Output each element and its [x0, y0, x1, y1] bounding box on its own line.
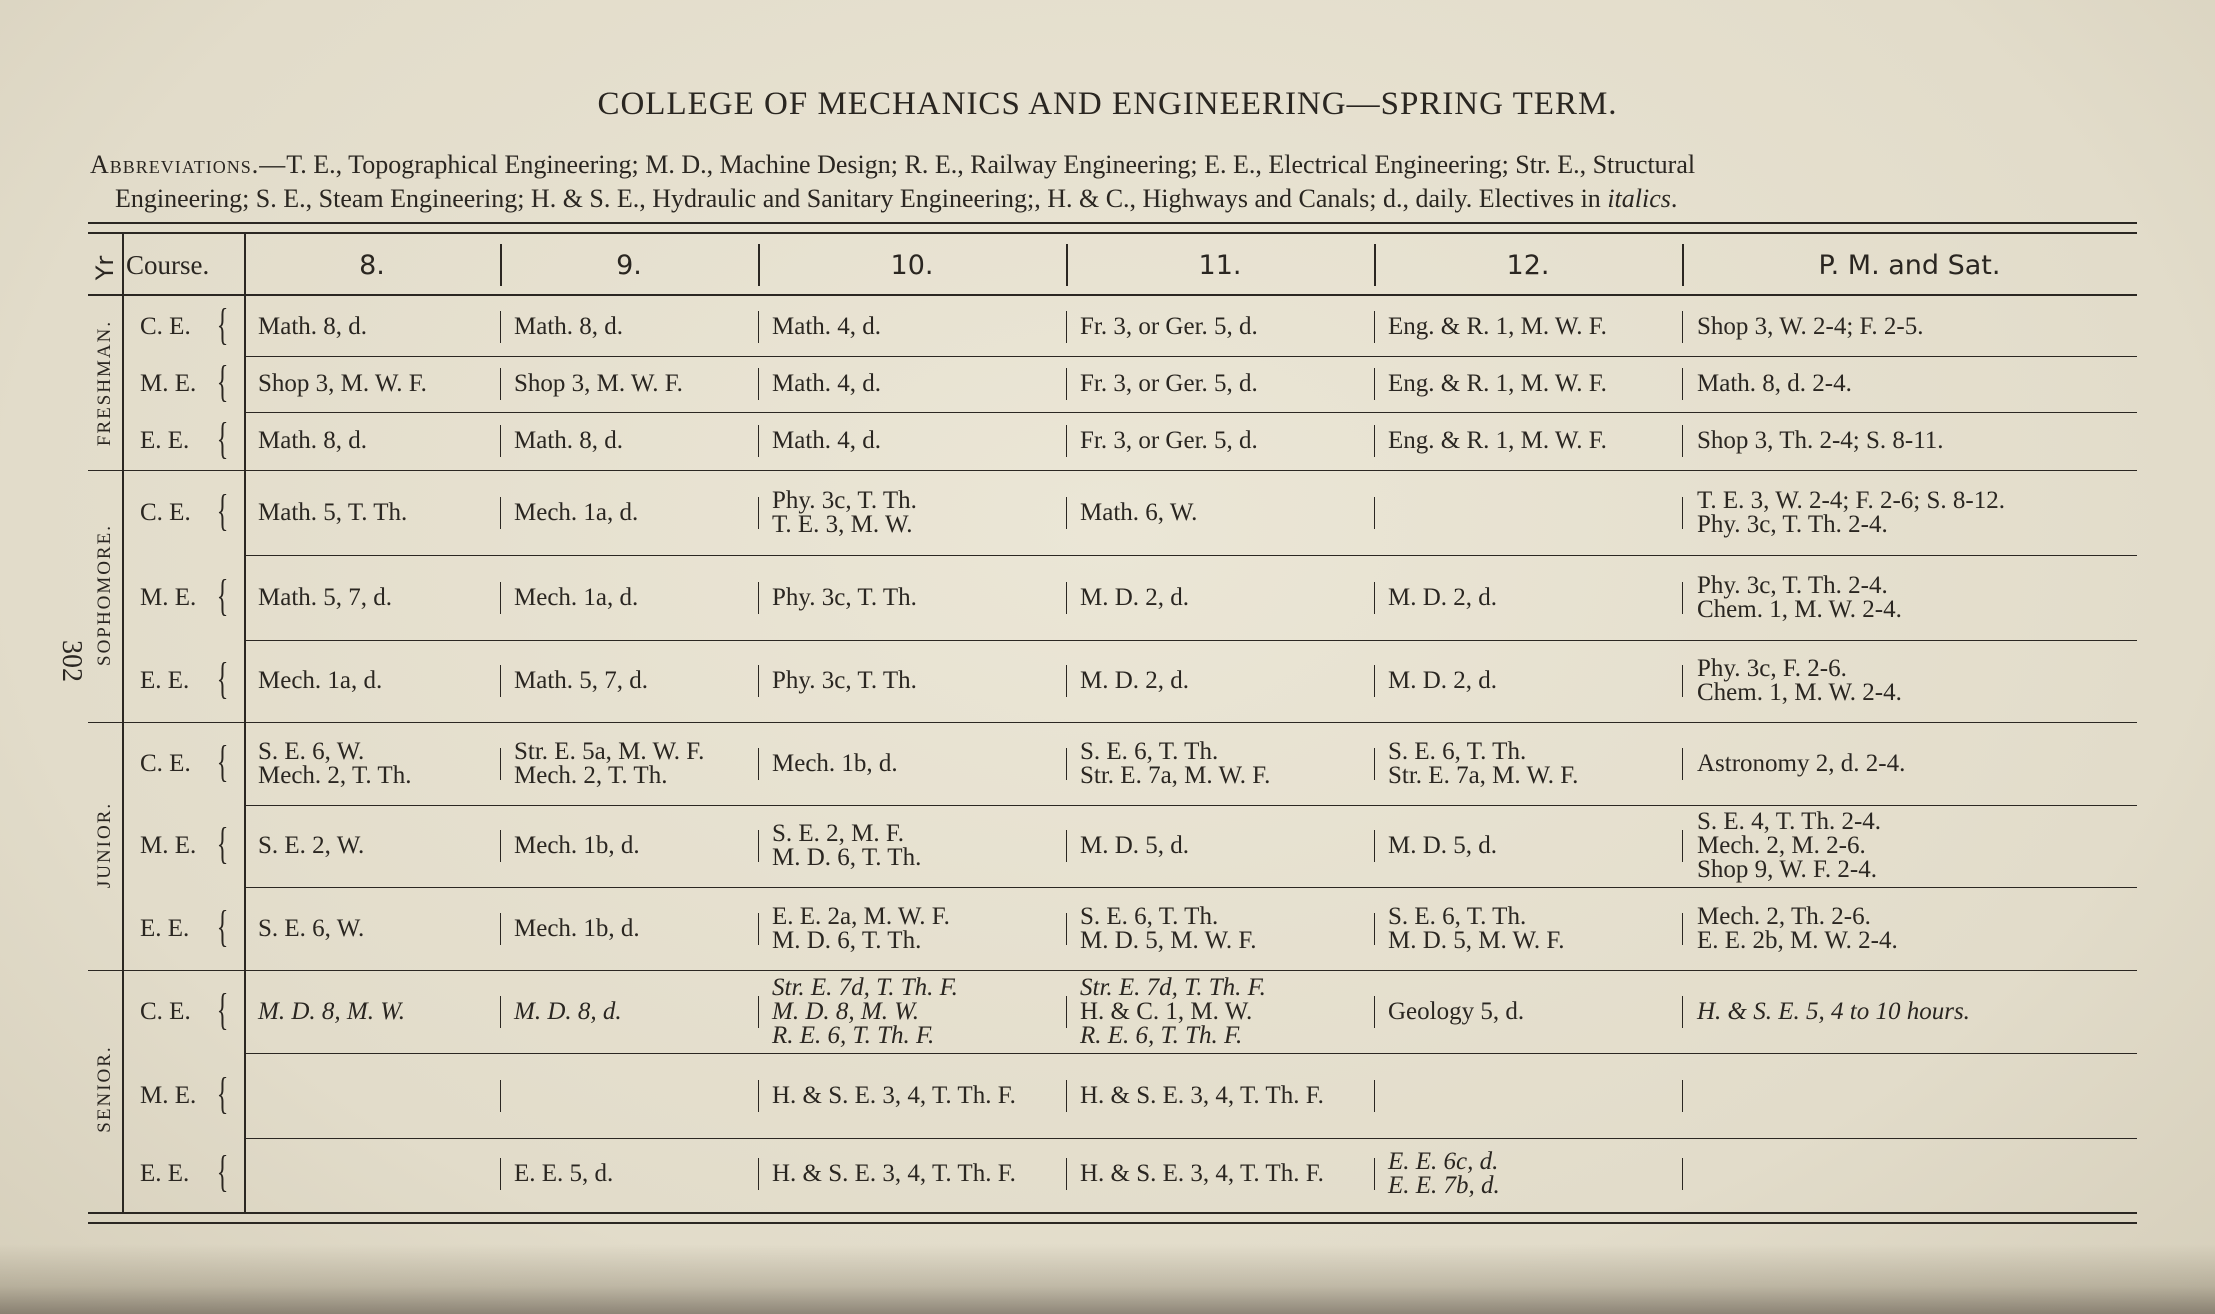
header-11: 11. [1198, 250, 1242, 281]
cell-line: T. E. 3, M. W. [772, 510, 913, 538]
brace-mark: { [216, 984, 229, 1034]
abbreviations-line-2 [90, 182, 2150, 216]
schedule-cell [258, 997, 405, 1025]
cell-line: H. & S. E. 3, 4, T. Th. F. [1080, 1081, 1324, 1109]
cell-divider [500, 1080, 501, 1112]
cell-line: Math. 4, d. [772, 313, 882, 340]
cell-line: S. E. 6, T. Th. [1080, 737, 1219, 765]
cell-line: Str. E. 5a, M. W. F. [514, 737, 705, 765]
schedule-cell [258, 315, 367, 339]
cell-divider [1066, 582, 1067, 614]
cell-line: Math. 5, 7, d. [258, 583, 393, 611]
cell-divider [1682, 913, 1683, 945]
cell-line: Mech. 2, T. Th. [258, 761, 412, 789]
cell-line: Fr. 3, or Ger. 5, d. [1080, 427, 1258, 454]
cell-divider [500, 311, 501, 343]
cell-line: Fr. 3, or Ger. 5, d. [1080, 313, 1258, 340]
cell-line: Chem. 1, M. W. 2-4. [1697, 595, 1902, 623]
cell-line: Shop 3, M. W. F. [514, 370, 683, 397]
course-column-divider [244, 232, 246, 1212]
table-bottom-rule-inner [88, 1212, 2137, 1214]
schedule-cell [258, 737, 412, 789]
schedule-cell [1697, 749, 1906, 777]
cell-divider [1682, 748, 1683, 780]
course-label: M. E. [140, 583, 197, 611]
row-divider [88, 970, 2137, 971]
cell-divider [1066, 1158, 1067, 1190]
brace-mark: { [216, 300, 229, 349]
year-label: JUNIOR. [94, 801, 115, 889]
schedule-cell [1388, 997, 1525, 1025]
course-header: Course. [126, 250, 210, 280]
cell-line: M. D. 2, d. [1080, 583, 1190, 611]
schedule-cell [514, 997, 622, 1025]
schedule-cell [514, 583, 639, 611]
cell-line: Mech. 1b, d. [514, 832, 640, 859]
cell-divider [500, 665, 501, 697]
schedule-cell [1388, 1150, 1500, 1198]
cell-line: H. & S. E. 3, 4, T. Th. F. [1080, 1160, 1324, 1187]
cell-line: M. D. 2, d. [1388, 583, 1498, 611]
cell-line: M. D. 8, M. W. [258, 997, 405, 1025]
row-divider [244, 1138, 2137, 1139]
cell-divider [758, 425, 759, 457]
cell-line: Math. 8, d. [258, 427, 368, 454]
schedule-cell [1388, 583, 1498, 611]
schedule-cell [1080, 1081, 1324, 1109]
cell-line: Shop 3, M. W. F. [258, 370, 427, 397]
cell-divider [1374, 996, 1375, 1028]
schedule-cell [1697, 571, 1902, 623]
cell-divider [1682, 425, 1683, 457]
cell-divider [1374, 311, 1375, 343]
header-10: 10. [890, 250, 934, 281]
brace-mark: { [216, 819, 229, 868]
schedule-cell [514, 1162, 613, 1186]
table-top-rule-inner [88, 232, 2137, 234]
row-divider [244, 555, 2137, 556]
cell-line: Math. 6, W. [1080, 498, 1198, 526]
cell-line: S. E. 4, T. Th. 2-4. [1697, 808, 1882, 835]
cell-divider [1066, 368, 1067, 400]
schedule-cell [772, 372, 881, 396]
course-label: C. E. [140, 749, 191, 777]
table-bottom-rule-outer [88, 1222, 2137, 1224]
year-label: SOPHOMORE. [94, 524, 115, 666]
cell-line: S. E. 6, W. [258, 737, 365, 765]
cell-line: M. D. 2, d. [1388, 667, 1498, 694]
abbreviations-line-2-text: Engineering; S. E., Steam Engineering; H. & S. E., Hydraulic and Sanitary Engineering;, H. & C., Highways and Canals; d., daily. Electives in [115, 184, 1608, 213]
yr-column-divider [122, 232, 124, 1212]
page-title: COLLEGE OF MECHANICS AND ENGINEERING—SPRING TERM. [597, 86, 1618, 122]
row-divider [88, 722, 2137, 723]
schedule-cell [772, 429, 881, 453]
schedule-cell [514, 429, 623, 453]
cell-line: S. E. 6, T. Th. [1388, 902, 1527, 930]
brace-mark: { [216, 1068, 229, 1118]
cell-divider [758, 830, 759, 862]
schedule-cell [1080, 429, 1258, 453]
cell-line: Phy. 3c, T. Th. [772, 583, 917, 611]
course-label: E. E. [140, 427, 190, 454]
cell-line: S. E. 6, T. Th. [1388, 737, 1527, 765]
cell-line: M. D. 5, d. [1080, 832, 1190, 859]
schedule-cell [1697, 372, 1852, 396]
schedule-cell [514, 914, 640, 942]
abbreviations-paragraph [90, 148, 2150, 216]
cell-line: Math. 8, d. [514, 313, 624, 340]
cell-divider [500, 497, 501, 529]
cell-line: Mech. 2, Th. 2-6. [1697, 902, 1871, 930]
schedule-cell [1080, 834, 1189, 858]
cell-line: Phy. 3c, T. Th. [772, 667, 917, 694]
cell-line: M. D. 6, T. Th. [772, 844, 922, 871]
schedule-cell [1080, 973, 1266, 1049]
course-label: E. E. [140, 667, 190, 694]
cell-divider [1374, 368, 1375, 400]
course-label: C. E. [140, 313, 191, 340]
cell-divider [758, 311, 759, 343]
cell-line: M. D. 5, d. [1388, 832, 1498, 859]
cell-line: Math. 8, d. 2-4. [1697, 370, 1852, 397]
schedule-cell [1080, 372, 1258, 396]
cell-divider [1374, 425, 1375, 457]
cell-divider [1682, 1080, 1683, 1112]
cell-line: Str. E. 7a, M. W. F. [1388, 761, 1579, 789]
schedule-cell [1080, 737, 1271, 789]
cell-line: Math. 5, T. Th. [258, 498, 408, 526]
brace-mark: { [216, 414, 229, 463]
header-pm-sat: P. M. and Sat. [1818, 250, 2001, 281]
cell-divider [758, 368, 759, 400]
cell-line: R. E. 6, T. Th. F. [1080, 1021, 1243, 1049]
schedule-cell [1388, 669, 1497, 693]
schedule-cell [772, 902, 950, 954]
cell-divider [1066, 497, 1067, 529]
schedule-cell [258, 669, 382, 693]
cell-line: Math. 5, 7, d. [514, 667, 649, 694]
cell-divider [500, 748, 501, 780]
row-divider [244, 1053, 2137, 1054]
schedule-cell [1388, 834, 1497, 858]
cell-divider [758, 497, 759, 529]
schedule-cell [772, 486, 917, 538]
cell-line: Math. 8, d. [514, 427, 624, 454]
schedule-cell [1080, 583, 1190, 611]
brace-mark: { [216, 654, 229, 703]
cell-divider [1066, 996, 1067, 1028]
brace-mark: { [216, 736, 229, 786]
cell-line: Math. 4, d. [772, 370, 882, 397]
cell-divider [500, 368, 501, 400]
cell-line: M. D. 5, M. W. F. [1388, 926, 1565, 954]
cell-divider [1374, 748, 1375, 780]
header-12: 12. [1506, 250, 1550, 281]
cell-line: Shop 9, W. F. 2-4. [1697, 856, 1877, 883]
cell-divider [500, 913, 501, 945]
course-label: E. E. [140, 914, 190, 942]
cell-line: E. E. 6c, d. [1388, 1148, 1499, 1175]
abbreviations-line-2-end: . [1670, 184, 1678, 213]
table-top-rule-outer [88, 222, 2137, 224]
cell-divider [1374, 1080, 1375, 1112]
cell-divider [1066, 830, 1067, 862]
cell-divider [758, 1158, 759, 1190]
schedule-cell [1697, 315, 1924, 339]
cell-divider [1682, 368, 1683, 400]
cell-divider [758, 665, 759, 697]
cell-line: H. & C. 1, M. W. [1080, 997, 1253, 1025]
cell-line: Phy. 3c, F. 2-6. [1697, 655, 1847, 682]
schedule-cell [1697, 429, 1944, 453]
cell-divider [500, 1158, 501, 1190]
schedule-cell [1388, 372, 1607, 396]
cell-divider [758, 748, 759, 780]
cell-line: Eng. & R. 1, M. W. F. [1388, 313, 1607, 340]
yr-header: Yr [91, 255, 119, 281]
schedule-cell [1697, 657, 1902, 705]
schedule-cell [1388, 737, 1579, 789]
header-8: 8. [359, 250, 385, 281]
cell-line: Mech. 1a, d. [514, 498, 639, 526]
schedule-cell [514, 737, 705, 789]
schedule-cell [1697, 486, 2005, 538]
brace-mark: { [216, 901, 229, 951]
cell-line: Phy. 3c, T. Th. 2-4. [1697, 571, 1888, 599]
cell-line: Phy. 3c, T. Th. [772, 486, 917, 514]
cell-divider [1374, 913, 1375, 945]
cell-divider [1682, 1158, 1683, 1190]
cell-line: Eng. & R. 1, M. W. F. [1388, 370, 1607, 397]
course-label: M. E. [140, 832, 197, 859]
cell-line: Mech. 2, M. 2-6. [1697, 832, 1866, 859]
cell-line: Astronomy 2, d. 2-4. [1697, 749, 1906, 777]
schedule-cell [1080, 669, 1189, 693]
abbreviations-line-1: T. E., Topographical Engineering; M. D., Machine Design; R. E., Railway Engineering; E. E., Electrical Engineering; Str. E., Structural [286, 150, 1696, 179]
schedule-cell [258, 583, 393, 611]
schedule-cell [514, 834, 640, 858]
cell-line: T. E. 3, W. 2-4; F. 2-6; S. 8-12. [1697, 486, 2005, 514]
cell-line: H. & S. E. 3, 4, T. Th. F. [772, 1081, 1016, 1109]
year-label: SENIOR. [94, 1045, 115, 1133]
cell-line: S. E. 2, M. F. [772, 820, 905, 847]
header-9: 9. [616, 250, 642, 281]
schedule-cell [1080, 498, 1198, 526]
cell-line: H. & S. E. 3, 4, T. Th. F. [772, 1160, 1016, 1187]
cell-line: Str. E. 7d, T. Th. F. [1080, 973, 1266, 1001]
schedule-cell [1388, 902, 1565, 954]
brace-mark: { [216, 485, 229, 535]
schedule-cell [772, 669, 917, 693]
schedule-cell [1080, 315, 1258, 339]
cell-line: S. E. 6, W. [258, 914, 365, 942]
brace-mark: { [216, 1147, 229, 1196]
abbreviations-italic-word: italics [1607, 184, 1671, 213]
cell-divider [1066, 1080, 1067, 1112]
cell-line: Chem. 1, M. W. 2-4. [1697, 679, 1902, 706]
schedule-cell [514, 669, 648, 693]
row-divider [244, 805, 2137, 806]
cell-line: E. E. 5, d. [514, 1160, 614, 1187]
cell-divider [1682, 665, 1683, 697]
cell-divider [758, 996, 759, 1028]
cell-line: Math. 8, d. [258, 313, 368, 340]
cell-line: Mech. 1a, d. [514, 583, 639, 611]
schedule-cell [258, 429, 367, 453]
cell-divider [1682, 996, 1683, 1028]
cell-line: M. D. 2, d. [1080, 667, 1190, 694]
cell-divider [1682, 830, 1683, 862]
cell-line: M. D. 5, M. W. F. [1080, 926, 1257, 954]
cell-divider [1066, 913, 1067, 945]
row-divider [244, 412, 2137, 413]
schedule-cell [1388, 315, 1607, 339]
schedule-cell [1697, 810, 1881, 882]
schedule-cell [1080, 1162, 1324, 1186]
cell-line: Mech. 1b, d. [514, 914, 640, 942]
cell-divider [1066, 748, 1067, 780]
cell-divider [1374, 497, 1375, 529]
schedule-cell [258, 498, 408, 526]
abbreviations-label: Abbreviations.— [90, 150, 287, 179]
row-divider [244, 887, 2137, 888]
cell-divider [500, 582, 501, 614]
cell-line: Geology 5, d. [1388, 997, 1525, 1025]
page-edge-shadow [0, 1244, 2215, 1314]
schedule-cell [514, 315, 623, 339]
cell-line: M. D. 8, d. [514, 997, 622, 1025]
cell-line: Str. E. 7d, T. Th. F. [772, 973, 958, 1001]
cell-divider [500, 830, 501, 862]
cell-divider [1374, 582, 1375, 614]
schedule-cell [1388, 429, 1607, 453]
schedule-cell [772, 583, 917, 611]
cell-line: Phy. 3c, T. Th. 2-4. [1697, 510, 1888, 538]
cell-line: E. E. 2a, M. W. F. [772, 902, 950, 930]
cell-line: M. D. 8, M. W. [772, 997, 919, 1025]
schedule-cell [772, 1162, 1016, 1186]
schedule-cell [1697, 902, 1898, 954]
cell-divider [1066, 665, 1067, 697]
schedule-cell [258, 914, 365, 942]
schedule-cell [258, 372, 427, 396]
cell-line: Shop 3, Th. 2-4; S. 8-11. [1697, 427, 1944, 454]
row-divider [244, 356, 2137, 357]
schedule-cell [772, 1081, 1016, 1109]
cell-divider [1374, 830, 1375, 862]
cell-divider [758, 913, 759, 945]
cell-line: E. E. 2b, M. W. 2-4. [1697, 926, 1898, 954]
cell-line: R. E. 6, T. Th. F. [772, 1021, 935, 1049]
cell-line: E. E. 7b, d. [1388, 1172, 1500, 1199]
cell-divider [1682, 311, 1683, 343]
cell-line: Eng. & R. 1, M. W. F. [1388, 427, 1607, 454]
cell-line: M. D. 6, T. Th. [772, 926, 922, 954]
header-bottom-rule [88, 294, 2137, 296]
course-label: M. E. [140, 370, 197, 397]
brace-mark: { [216, 357, 229, 406]
brace-mark: { [216, 570, 229, 620]
row-divider [88, 470, 2137, 471]
schedule-cell [772, 315, 881, 339]
schedule-cell [772, 822, 921, 870]
schedule-cell [514, 498, 639, 526]
year-label: FRESHMAN. [94, 319, 115, 447]
cell-divider [1374, 665, 1375, 697]
cell-divider [1374, 1158, 1375, 1190]
cell-divider [500, 996, 501, 1028]
cell-divider [1682, 497, 1683, 529]
cell-line: Shop 3, W. 2-4; F. 2-5. [1697, 313, 1924, 340]
cell-divider [1066, 311, 1067, 343]
cell-line: S. E. 2, W. [258, 832, 365, 859]
cell-line: Mech. 1b, d. [772, 749, 898, 777]
course-label: C. E. [140, 997, 191, 1025]
row-divider [244, 640, 2137, 641]
schedule-cell [772, 749, 898, 777]
cell-divider [758, 582, 759, 614]
cell-divider [758, 1080, 759, 1112]
schedule-cell [258, 834, 364, 858]
cell-line: Fr. 3, or Ger. 5, d. [1080, 370, 1258, 397]
course-label: C. E. [140, 498, 191, 526]
cell-divider [500, 425, 501, 457]
schedule-cell [514, 372, 683, 396]
cell-line: Mech. 1a, d. [258, 667, 383, 694]
cell-line: Math. 4, d. [772, 427, 882, 454]
cell-divider [1682, 582, 1683, 614]
cell-line: S. E. 6, T. Th. [1080, 902, 1219, 930]
cell-line: Mech. 2, T. Th. [514, 761, 668, 789]
cell-line: Str. E. 7a, M. W. F. [1080, 761, 1271, 789]
page-number: 302 [56, 640, 87, 682]
schedule-cell [1080, 902, 1257, 954]
cell-divider [1066, 425, 1067, 457]
course-label: M. E. [140, 1081, 197, 1109]
cell-line: H. & S. E. 5, 4 to 10 hours. [1697, 997, 1970, 1025]
course-label: E. E. [140, 1160, 190, 1187]
schedule-cell [772, 973, 958, 1049]
schedule-cell [1697, 997, 1970, 1025]
